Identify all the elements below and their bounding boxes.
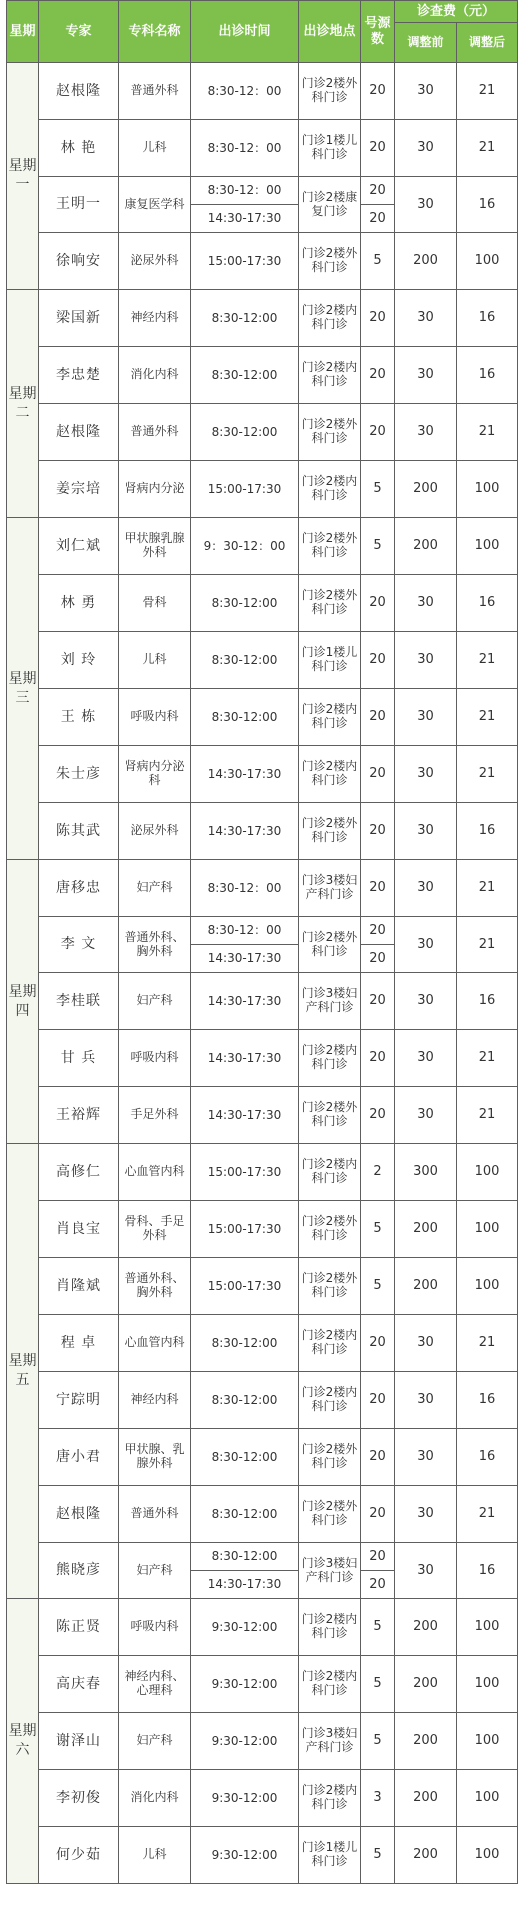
- specialty-name: 消化内科: [119, 347, 191, 404]
- clinic-location: 门诊3楼妇产科门诊: [299, 973, 361, 1030]
- fee-after: 16: [457, 1429, 518, 1486]
- session-time: 9：30-12：00: [191, 518, 299, 575]
- expert-name: 梁国新: [39, 290, 119, 347]
- fee-after: 100: [457, 1144, 518, 1201]
- session-time: 14:30-17:30: [191, 1030, 299, 1087]
- expert-name: 林 艳: [39, 120, 119, 177]
- slot-count: 20: [361, 1543, 395, 1571]
- table-row: [7, 1770, 518, 1827]
- header-expert: 专家: [39, 1, 119, 63]
- specialty-name: 消化内科: [119, 1770, 191, 1827]
- clinic-location: 门诊3楼妇产科门诊: [299, 1543, 361, 1599]
- table-row: [7, 1656, 518, 1713]
- clinic-location: 门诊2楼外科门诊: [299, 1486, 361, 1543]
- specialty-name: 康复医学科: [119, 177, 191, 233]
- header-fee-before: 调整前: [395, 23, 457, 63]
- expert-name: 李初俊: [39, 1770, 119, 1827]
- clinic-location: 门诊2楼内科门诊: [299, 290, 361, 347]
- table-row: [7, 290, 518, 347]
- expert-name: 李 文: [39, 917, 119, 973]
- slot-count: 20: [361, 632, 395, 689]
- clinic-location: 门诊2楼内科门诊: [299, 689, 361, 746]
- table-row: [7, 63, 518, 120]
- table-row: [7, 120, 518, 177]
- expert-name: 刘 玲: [39, 632, 119, 689]
- slot-count: 20: [361, 120, 395, 177]
- day-cell: 星期一: [7, 63, 39, 290]
- session-time: 14:30-17:30: [191, 803, 299, 860]
- fee-before: 30: [395, 1315, 457, 1372]
- clinic-location: 门诊2楼外科门诊: [299, 233, 361, 290]
- fee-after: 21: [457, 1486, 518, 1543]
- table-row: [7, 1372, 518, 1429]
- specialty-name: 呼吸内科: [119, 1030, 191, 1087]
- specialty-name: 妇产科: [119, 1543, 191, 1599]
- fee-before: 30: [395, 1429, 457, 1486]
- slot-count: 20: [361, 1429, 395, 1486]
- clinic-location: 门诊2楼外科门诊: [299, 1429, 361, 1486]
- fee-before: 30: [395, 689, 457, 746]
- session-time: 14:30-17:30: [191, 973, 299, 1030]
- header-location: 出诊地点: [299, 1, 361, 63]
- fee-after: 100: [457, 1201, 518, 1258]
- fee-after: 21: [457, 1315, 518, 1372]
- fee-after: 16: [457, 347, 518, 404]
- header-day: 星期: [7, 1, 39, 63]
- fee-before: 200: [395, 1258, 457, 1315]
- fee-before: 30: [395, 973, 457, 1030]
- table-row: [7, 973, 518, 1030]
- session-time: 15:00-17:30: [191, 1201, 299, 1258]
- fee-before: 30: [395, 177, 457, 233]
- session-time: 8:30-12:00: [191, 1372, 299, 1429]
- expert-name: 徐响安: [39, 233, 119, 290]
- table-row: [7, 177, 518, 205]
- fee-before: 30: [395, 632, 457, 689]
- day-cell: 星期三: [7, 518, 39, 860]
- slot-count: 20: [361, 1486, 395, 1543]
- header-specialty: 专科名称: [119, 1, 191, 63]
- session-time: 8:30-12：00: [191, 917, 299, 945]
- table-row: [7, 1599, 518, 1656]
- specialty-name: 甲状腺乳腺外科: [119, 518, 191, 575]
- slot-count: 20: [361, 205, 395, 233]
- clinic-location: 门诊2楼外科门诊: [299, 1087, 361, 1144]
- table-row: [7, 461, 518, 518]
- session-time: 8:30-12:00: [191, 1429, 299, 1486]
- table-header: [7, 1, 518, 63]
- session-time: 8:30-12:00: [191, 1486, 299, 1543]
- clinic-location: 门诊2楼康复门诊: [299, 177, 361, 233]
- fee-after: 100: [457, 1770, 518, 1827]
- specialty-name: 妇产科: [119, 860, 191, 917]
- clinic-location: 门诊1楼儿科门诊: [299, 632, 361, 689]
- clinic-location: 门诊2楼内科门诊: [299, 746, 361, 803]
- clinic-location: 门诊2楼内科门诊: [299, 1372, 361, 1429]
- expert-name: 姜宗培: [39, 461, 119, 518]
- expert-name: 唐移忠: [39, 860, 119, 917]
- session-time: 14:30-17:30: [191, 945, 299, 973]
- table-row: [7, 746, 518, 803]
- table-row: [7, 1713, 518, 1770]
- clinic-location: 门诊2楼外科门诊: [299, 575, 361, 632]
- fee-after: 100: [457, 233, 518, 290]
- session-time: 15:00-17:30: [191, 233, 299, 290]
- session-time: 14:30-17:30: [191, 1571, 299, 1599]
- expert-name: 刘仁斌: [39, 518, 119, 575]
- clinic-location: 门诊2楼外科门诊: [299, 518, 361, 575]
- expert-name: 赵根隆: [39, 63, 119, 120]
- clinic-location: 门诊2楼内科门诊: [299, 1144, 361, 1201]
- session-time: 8:30-12:00: [191, 1543, 299, 1571]
- fee-after: 16: [457, 290, 518, 347]
- session-time: 15:00-17:30: [191, 461, 299, 518]
- fee-before: 30: [395, 120, 457, 177]
- fee-after: 21: [457, 404, 518, 461]
- slot-count: 20: [361, 689, 395, 746]
- table-row: [7, 1087, 518, 1144]
- specialty-name: 神经内科: [119, 290, 191, 347]
- table-row: [7, 1486, 518, 1543]
- slot-count: 20: [361, 860, 395, 917]
- session-time: 8:30-12：00: [191, 63, 299, 120]
- table-row: [7, 1315, 518, 1372]
- clinic-location: 门诊2楼外科门诊: [299, 1258, 361, 1315]
- specialty-name: 普通外科: [119, 404, 191, 461]
- specialty-name: 妇产科: [119, 1713, 191, 1770]
- table-row: [7, 689, 518, 746]
- clinic-location: 门诊3楼妇产科门诊: [299, 860, 361, 917]
- slot-count: 20: [361, 1087, 395, 1144]
- clinic-location: 门诊2楼内科门诊: [299, 1030, 361, 1087]
- slot-count: 20: [361, 746, 395, 803]
- header-fee-after: 调整后: [457, 23, 518, 63]
- table-row: [7, 917, 518, 945]
- slot-count: 20: [361, 1571, 395, 1599]
- specialty-name: 普通外科、胸外科: [119, 1258, 191, 1315]
- specialty-name: 肾病内分泌科: [119, 746, 191, 803]
- clinic-location: 门诊2楼外科门诊: [299, 917, 361, 973]
- table-row: [7, 632, 518, 689]
- fee-after: 100: [457, 461, 518, 518]
- clinic-location: 门诊2楼内科门诊: [299, 1599, 361, 1656]
- expert-name: 宁踪明: [39, 1372, 119, 1429]
- specialty-name: 泌尿外科: [119, 803, 191, 860]
- fee-after: 16: [457, 177, 518, 233]
- fee-before: 30: [395, 1030, 457, 1087]
- table-row: [7, 575, 518, 632]
- fee-after: 21: [457, 1030, 518, 1087]
- fee-after: 21: [457, 746, 518, 803]
- fee-before: 30: [395, 63, 457, 120]
- specialty-name: 神经内科、心理科: [119, 1656, 191, 1713]
- slot-count: 20: [361, 290, 395, 347]
- header-fee-group: 诊查费（元）: [395, 1, 518, 23]
- specialty-name: 泌尿外科: [119, 233, 191, 290]
- fee-after: 21: [457, 632, 518, 689]
- fee-before: 30: [395, 575, 457, 632]
- table-row: [7, 518, 518, 575]
- fee-after: 21: [457, 917, 518, 973]
- expert-name: 李忠楚: [39, 347, 119, 404]
- fee-after: 100: [457, 1827, 518, 1884]
- table-row: [7, 233, 518, 290]
- specialty-name: 儿科: [119, 120, 191, 177]
- fee-after: 21: [457, 860, 518, 917]
- specialty-name: 手足外科: [119, 1087, 191, 1144]
- day-cell: 星期五: [7, 1144, 39, 1599]
- session-time: 8:30-12:00: [191, 290, 299, 347]
- clinic-location: 门诊2楼内科门诊: [299, 1315, 361, 1372]
- fee-after: 100: [457, 518, 518, 575]
- fee-before: 30: [395, 1486, 457, 1543]
- table-row: [7, 1543, 518, 1571]
- table-row: [7, 1429, 518, 1486]
- specialty-name: 儿科: [119, 632, 191, 689]
- expert-name: 肖良宝: [39, 1201, 119, 1258]
- fee-after: 16: [457, 803, 518, 860]
- slot-count: 20: [361, 1030, 395, 1087]
- specialty-name: 呼吸内科: [119, 689, 191, 746]
- fee-after: 16: [457, 1543, 518, 1599]
- specialty-name: 呼吸内科: [119, 1599, 191, 1656]
- fee-before: 30: [395, 1543, 457, 1599]
- clinic-location: 门诊2楼外科门诊: [299, 1201, 361, 1258]
- slot-count: 5: [361, 1258, 395, 1315]
- slot-count: 5: [361, 461, 395, 518]
- fee-before: 30: [395, 404, 457, 461]
- expert-name: 朱士彦: [39, 746, 119, 803]
- fee-after: 16: [457, 575, 518, 632]
- clinic-location: 门诊2楼内科门诊: [299, 1770, 361, 1827]
- slot-count: 20: [361, 917, 395, 945]
- fee-after: 21: [457, 63, 518, 120]
- clinic-location: 门诊3楼妇产科门诊: [299, 1713, 361, 1770]
- slot-count: 20: [361, 347, 395, 404]
- fee-before: 30: [395, 803, 457, 860]
- day-cell: 星期二: [7, 290, 39, 518]
- session-time: 8:30-12:00: [191, 689, 299, 746]
- expert-name: 谢泽山: [39, 1713, 119, 1770]
- table-body: [7, 63, 518, 1884]
- expert-name: 甘 兵: [39, 1030, 119, 1087]
- table-row: [7, 1201, 518, 1258]
- fee-before: 200: [395, 1201, 457, 1258]
- day-cell: 星期六: [7, 1599, 39, 1884]
- session-time: 8:30-12:00: [191, 575, 299, 632]
- specialty-name: 儿科: [119, 1827, 191, 1884]
- expert-name: 王明一: [39, 177, 119, 233]
- clinic-location: 门诊1楼儿科门诊: [299, 1827, 361, 1884]
- expert-name: 熊晓彦: [39, 1543, 119, 1599]
- specialty-name: 神经内科: [119, 1372, 191, 1429]
- slot-count: 5: [361, 233, 395, 290]
- fee-after: 100: [457, 1656, 518, 1713]
- fee-before: 200: [395, 518, 457, 575]
- expert-name: 程 卓: [39, 1315, 119, 1372]
- specialty-name: 甲状腺、乳腺外科: [119, 1429, 191, 1486]
- expert-name: 赵根隆: [39, 404, 119, 461]
- fee-before: 200: [395, 461, 457, 518]
- slot-count: 20: [361, 945, 395, 973]
- specialty-name: 妇产科: [119, 973, 191, 1030]
- clinic-location: 门诊2楼内科门诊: [299, 347, 361, 404]
- clinic-location: 门诊1楼儿科门诊: [299, 120, 361, 177]
- specialty-name: 骨科、手足外科: [119, 1201, 191, 1258]
- table-row: [7, 1258, 518, 1315]
- clinic-location: 门诊2楼外科门诊: [299, 404, 361, 461]
- slot-count: 20: [361, 404, 395, 461]
- session-time: 8:30-12:00: [191, 1315, 299, 1372]
- fee-before: 200: [395, 1599, 457, 1656]
- slot-count: 5: [361, 1656, 395, 1713]
- session-time: 9:30-12:00: [191, 1599, 299, 1656]
- slot-count: 3: [361, 1770, 395, 1827]
- slot-count: 20: [361, 177, 395, 205]
- slot-count: 20: [361, 575, 395, 632]
- fee-before: 200: [395, 1770, 457, 1827]
- session-time: 9:30-12:00: [191, 1827, 299, 1884]
- fee-before: 200: [395, 233, 457, 290]
- slot-count: 2: [361, 1144, 395, 1201]
- expert-name: 王 栋: [39, 689, 119, 746]
- fee-before: 300: [395, 1144, 457, 1201]
- table-row: [7, 347, 518, 404]
- slot-count: 5: [361, 1713, 395, 1770]
- fee-before: 30: [395, 917, 457, 973]
- slot-count: 20: [361, 803, 395, 860]
- fee-before: 200: [395, 1656, 457, 1713]
- specialty-name: 心血管内科: [119, 1144, 191, 1201]
- fee-after: 100: [457, 1713, 518, 1770]
- session-time: 8:30-12：00: [191, 860, 299, 917]
- fee-before: 30: [395, 1087, 457, 1144]
- clinic-location: 门诊2楼内科门诊: [299, 461, 361, 518]
- fee-after: 16: [457, 973, 518, 1030]
- expert-name: 陈正贤: [39, 1599, 119, 1656]
- session-time: 8:30-12：00: [191, 177, 299, 205]
- day-cell: 星期四: [7, 860, 39, 1144]
- session-time: 15:00-17:30: [191, 1144, 299, 1201]
- fee-before: 30: [395, 746, 457, 803]
- slot-count: 5: [361, 1201, 395, 1258]
- expert-name: 肖隆斌: [39, 1258, 119, 1315]
- session-time: 9:30-12:00: [191, 1713, 299, 1770]
- fee-after: 100: [457, 1258, 518, 1315]
- clinic-location: 门诊2楼外科门诊: [299, 63, 361, 120]
- clinic-schedule-table: [6, 0, 518, 1884]
- session-time: 9:30-12:00: [191, 1656, 299, 1713]
- table-row: [7, 1827, 518, 1884]
- expert-name: 唐小君: [39, 1429, 119, 1486]
- clinic-location: 门诊2楼外科门诊: [299, 803, 361, 860]
- table-row: [7, 803, 518, 860]
- session-time: 8:30-12:00: [191, 404, 299, 461]
- fee-after: 21: [457, 689, 518, 746]
- specialty-name: 肾病内分泌: [119, 461, 191, 518]
- slot-count: 20: [361, 973, 395, 1030]
- session-time: 8:30-12:00: [191, 347, 299, 404]
- table-row: [7, 404, 518, 461]
- specialty-name: 普通外科: [119, 63, 191, 120]
- fee-before: 200: [395, 1827, 457, 1884]
- clinic-location: 门诊2楼内科门诊: [299, 1656, 361, 1713]
- session-time: 14:30-17:30: [191, 746, 299, 803]
- session-time: 9:30-12:00: [191, 1770, 299, 1827]
- fee-before: 200: [395, 1713, 457, 1770]
- expert-name: 赵根隆: [39, 1486, 119, 1543]
- fee-after: 21: [457, 1087, 518, 1144]
- slot-count: 20: [361, 1315, 395, 1372]
- expert-name: 高庆春: [39, 1656, 119, 1713]
- expert-name: 王裕辉: [39, 1087, 119, 1144]
- session-time: 8:30-12:00: [191, 632, 299, 689]
- header-time: 出诊时间: [191, 1, 299, 63]
- specialty-name: 普通外科、胸外科: [119, 917, 191, 973]
- session-time: 15:00-17:30: [191, 1258, 299, 1315]
- specialty-name: 普通外科: [119, 1486, 191, 1543]
- header-slots: 号源数: [361, 1, 395, 63]
- fee-before: 30: [395, 290, 457, 347]
- specialty-name: 心血管内科: [119, 1315, 191, 1372]
- fee-before: 30: [395, 347, 457, 404]
- slot-count: 5: [361, 518, 395, 575]
- table-row: [7, 1030, 518, 1087]
- slot-count: 5: [361, 1599, 395, 1656]
- session-time: 14:30-17:30: [191, 1087, 299, 1144]
- expert-name: 陈其武: [39, 803, 119, 860]
- session-time: 14:30-17:30: [191, 205, 299, 233]
- expert-name: 林 勇: [39, 575, 119, 632]
- slot-count: 5: [361, 1827, 395, 1884]
- expert-name: 何少茹: [39, 1827, 119, 1884]
- fee-after: 16: [457, 1372, 518, 1429]
- expert-name: 李桂联: [39, 973, 119, 1030]
- slot-count: 20: [361, 1372, 395, 1429]
- fee-before: 30: [395, 1372, 457, 1429]
- specialty-name: 骨科: [119, 575, 191, 632]
- table-row: [7, 860, 518, 917]
- session-time: 8:30-12：00: [191, 120, 299, 177]
- fee-before: 30: [395, 860, 457, 917]
- table-row: [7, 1144, 518, 1201]
- slot-count: 20: [361, 63, 395, 120]
- fee-after: 100: [457, 1599, 518, 1656]
- expert-name: 高修仁: [39, 1144, 119, 1201]
- fee-after: 21: [457, 120, 518, 177]
